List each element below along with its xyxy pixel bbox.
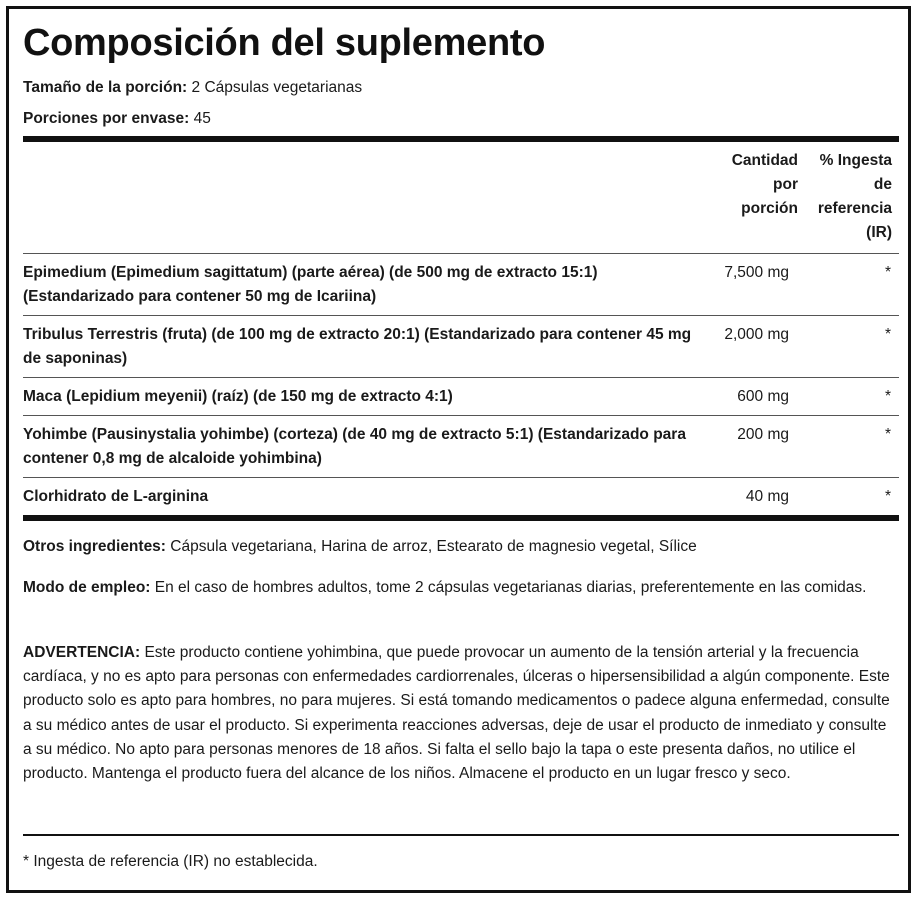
row-divider — [23, 477, 899, 478]
footnote-divider — [23, 834, 899, 836]
ingredient-amount: 7,500 mg — [724, 264, 789, 281]
ingredient-ri: * — [884, 488, 891, 505]
header-divider — [23, 136, 899, 142]
ingredient-amount: 600 mg — [737, 388, 789, 405]
ingredient-name: Clorhidrato de L-arginina — [23, 488, 209, 505]
ingredient-amount: 200 mg — [737, 426, 789, 443]
supplement-facts-panel — [6, 6, 911, 893]
table-row — [23, 323, 899, 373]
ingredient-name: Maca (Lepidium meyenii) (raíz) (de 150 mg de extracto 4:1) — [23, 388, 453, 405]
serving-size-label: Tamaño de la porción: — [23, 79, 188, 96]
row-divider — [23, 415, 899, 416]
ingredient-ri: * — [884, 326, 891, 343]
column-header-amount-line: porción — [741, 200, 798, 217]
directions-text: En el caso de hombres adultos, tome 2 cápsulas vegetarianas diarias, preferentemente en las comidas. — [154, 579, 867, 596]
ingredient-name: Tribulus Terrestris (fruta) (de 100 mg de extracto 20:1) (Estandarizado para contener 45 mg de saponinas) — [23, 326, 692, 367]
row-divider — [23, 377, 899, 378]
table-row — [23, 485, 899, 511]
ingredient-ri: * — [884, 388, 891, 405]
column-header-amount-line: Cantidad — [731, 152, 798, 169]
table-row — [23, 261, 899, 311]
table-row — [23, 385, 899, 411]
column-header-ri — [792, 149, 892, 245]
directions-label: Modo de empleo: — [23, 579, 151, 596]
warning-text: Este producto contiene yohimbina, que puede provocar un aumento de la tensión arterial y la frecuencia cardíaca, y no es apto para personas con enfermedades cardiorrenales, úlceras o hipersensibilidad a algún componente. Este producto solo es apto para hombres, no para mujeres. Si está tomando medicamentos o padece alguna enfermedad, consulte a su médico antes de usar el producto. Si experimenta reacciones adversas, deje de usar el producto de inmediato y consulte a su médico. No apto para personas menores de 18 años. Si falta el sello bajo la tapa o este presenta daños, no utilice el producto. Mantenga el producto fuera del alcance de los niños. Almacene el producto en un lugar fresco y seco. — [23, 644, 890, 783]
table-row — [23, 423, 899, 473]
column-header-ri-line: de — [873, 176, 892, 193]
serving-size — [23, 79, 362, 97]
column-header-ri-line: (IR) — [866, 224, 892, 241]
servings-per-container-label: Porciones por envase: — [23, 110, 190, 127]
ingredient-amount: 2,000 mg — [724, 326, 789, 343]
row-divider — [23, 315, 899, 316]
directions — [23, 576, 899, 600]
column-header-amount-line: por — [773, 176, 798, 193]
ingredient-amount: 40 mg — [745, 488, 789, 505]
table-bottom-divider — [23, 515, 899, 521]
column-header-ri-line: referencia — [817, 200, 892, 217]
warning — [23, 641, 899, 786]
servings-per-container-value: 45 — [193, 110, 211, 127]
row-divider — [23, 253, 899, 254]
page-title: Composición del suplemento — [23, 22, 546, 64]
servings-per-container — [23, 110, 211, 128]
column-header-amount — [698, 149, 798, 221]
serving-size-value: 2 Cápsulas vegetarianas — [191, 79, 363, 96]
other-ingredients-text: Cápsula vegetariana, Harina de arroz, Estearato de magnesio vegetal, Sílice — [170, 538, 697, 555]
ingredient-ri: * — [884, 426, 891, 443]
other-ingredients — [23, 535, 899, 559]
warning-label: ADVERTENCIA: — [23, 644, 141, 661]
ingredient-name: Epimedium (Epimedium sagittatum) (parte aérea) (de 500 mg de extracto 15:1) (Estandarizado para contener 50 mg de Icariina) — [23, 264, 598, 305]
column-header-ri-line: % Ingesta — [819, 152, 892, 169]
ingredient-name: Yohimbe (Pausinystalia yohimbe) (corteza) (de 40 mg de extracto 5:1) (Estandarizado para contener 0,8 mg de alcaloide yohimbina) — [23, 426, 686, 467]
ingredient-ri: * — [884, 264, 891, 281]
footnote: * Ingesta de referencia (IR) no establecida. — [23, 853, 318, 870]
other-ingredients-label: Otros ingredientes: — [23, 538, 166, 555]
